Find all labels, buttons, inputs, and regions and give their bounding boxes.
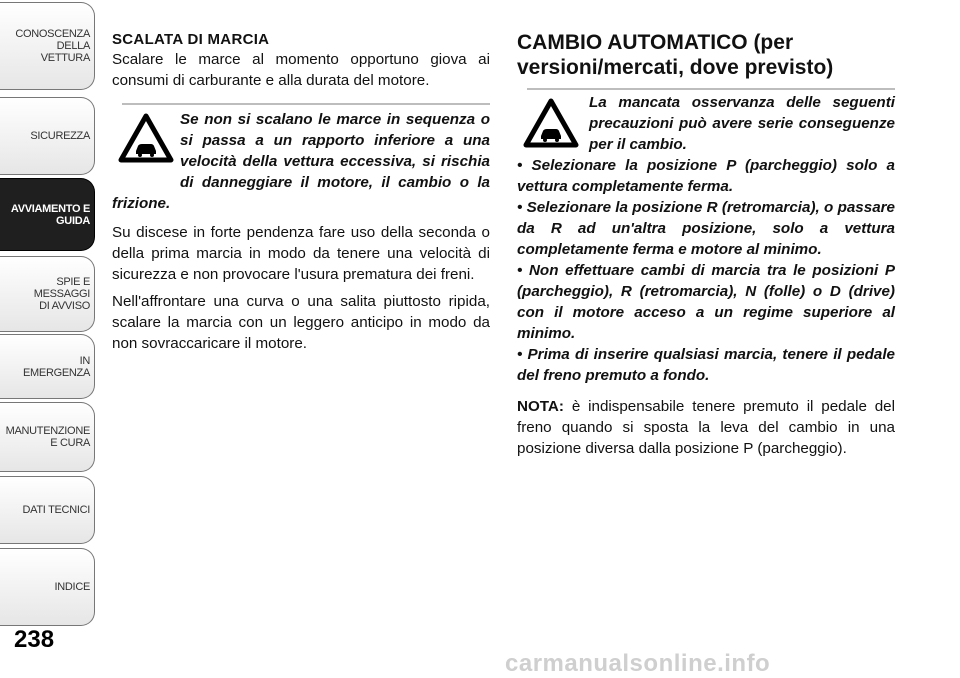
tab-label: CONOSCENZA DELLA VETTURA xyxy=(15,28,90,64)
nota-text: è indispensabile tenere premuto il pedale del freno quando si sposta la leva del cambio in una posizione diversa dalla posizione P (parcheggio). xyxy=(517,398,895,457)
tab-label: MANUTENZIONE E CURA xyxy=(5,425,90,449)
tab-label: DATI TECNICI xyxy=(22,504,90,516)
warning-intro: La mancata osservanza delle seguenti precauzioni può avere serie conseguenze per il cambio. xyxy=(589,94,895,153)
bullet-item: • Prima di inserire qualsiasi marcia, tenere il pedale del freno premuto a fondo. xyxy=(517,346,895,384)
paragraph-curva: Nell'affrontare una curva o una salita piuttosto ripida, scalare la marcia con un leggero anticipo in modo da non sovraccaricare il motore. xyxy=(112,293,490,352)
tab-sicurezza[interactable] xyxy=(0,97,95,175)
section-title-note: (per versioni/mercati, dove previsto) xyxy=(517,31,834,79)
warning-box xyxy=(112,105,490,214)
left-column xyxy=(112,30,490,354)
tab-dati-tecnici[interactable] xyxy=(0,476,95,544)
tab-avviamento-guida[interactable] xyxy=(0,178,95,251)
bullet-item: • Selezionare la posizione R (retromarcia), o passare da R ad un'altra posizione, solo a vettura completamente ferma e motore al minimo. xyxy=(517,199,895,258)
tab-label: SPIE E MESSAGGI DI AVVISO xyxy=(33,276,90,312)
paragraph-discese: Su discese in forte pendenza fare uso della seconda o della prima marcia in modo da tenere una velocità di sicurezza e non provocare l'usura prematura dei freni. xyxy=(112,224,490,283)
bullet-item: • Non effettuare cambi di marcia tra le posizioni P (parcheggio), R (retromarcia), N (folle) o D (drive) con il motore acceso a un regime superiore al minimo. xyxy=(517,262,895,342)
right-column xyxy=(517,30,895,459)
page-number: 238 xyxy=(14,626,55,653)
tab-label: SICUREZZA xyxy=(30,130,90,142)
warning-text-content: Se non si scalano le marce in sequenza o si passa a un rapporto inferiore a una velocità della vettura eccessiva, si rischia di danneggiare il motore, il cambio o la frizione. xyxy=(112,111,490,212)
section-title xyxy=(517,30,895,80)
car-warning-triangle-icon xyxy=(523,98,579,148)
tab-label: IN EMERGENZA xyxy=(23,354,90,379)
tab-label: INDICE xyxy=(54,581,90,593)
nota-paragraph xyxy=(517,396,895,459)
tab-spie-messaggi[interactable] xyxy=(0,256,95,332)
section-heading: SCALATA DI MARCIA xyxy=(112,31,270,48)
car-warning-triangle-icon xyxy=(118,113,174,163)
bullet-item: • Selezionare la posizione P (parcheggio) solo a vettura completamente ferma. xyxy=(517,157,895,195)
tab-label: AVVIAMENTO E GUIDA xyxy=(10,202,90,227)
tab-indice[interactable] xyxy=(0,548,95,626)
tab-manutenzione-cura[interactable] xyxy=(0,402,95,472)
intro-paragraph: Scalare le marce al momento opportuno giova ai consumi di carburante e alla durata del motore. xyxy=(112,51,490,89)
section-title-main: CAMBIO AUTOMATICO xyxy=(517,31,748,54)
warning-box xyxy=(517,90,895,386)
nota-label: NOTA: xyxy=(517,398,564,415)
chapter-tabs xyxy=(0,0,98,640)
tab-in-emergenza[interactable] xyxy=(0,334,95,399)
watermark: carmanualsonline.info xyxy=(505,650,771,677)
tab-conoscenza-vettura[interactable] xyxy=(0,2,95,90)
